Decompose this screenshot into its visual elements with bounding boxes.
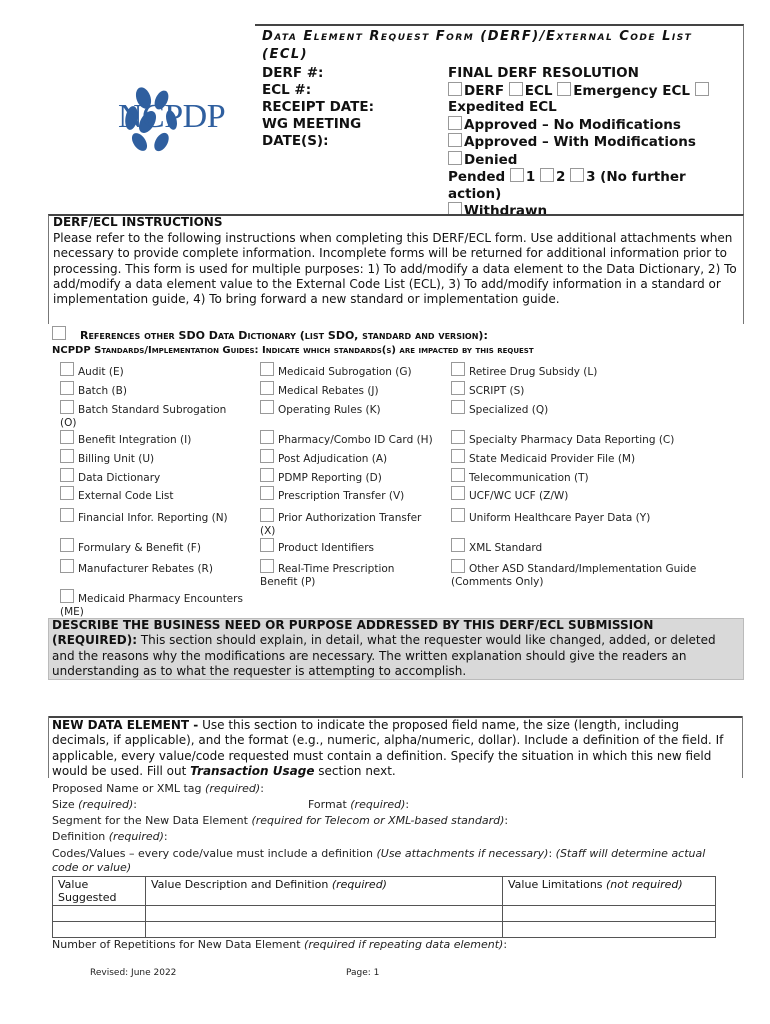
derf-checkbox[interactable] (448, 82, 462, 96)
new-data-element-title: NEW DATA ELEMENT - (52, 718, 199, 732)
purpose-section (52, 618, 740, 679)
expedited-ecl-checkbox[interactable] (695, 82, 709, 96)
pended-2-checkbox[interactable] (540, 168, 554, 182)
standard-checkbox[interactable] (60, 430, 74, 444)
value-table (52, 876, 716, 938)
standard-checkbox[interactable] (60, 362, 74, 376)
standard-checkbox[interactable] (60, 468, 74, 482)
sdo-reference (52, 326, 488, 342)
standard-item[interactable]: Uniform Healthcare Payer Data (Y) (451, 508, 731, 525)
standard-item[interactable]: State Medicaid Provider File (M) (451, 449, 731, 466)
denied-checkbox[interactable] (448, 151, 462, 165)
sdo-reference-label: References other SDO Data Dictionary (list SDO, standard and version): (80, 329, 488, 342)
standard-checkbox[interactable] (451, 400, 465, 414)
pended-action-label: action) (448, 185, 502, 202)
standard-item[interactable]: Medicaid Pharmacy Encounters (ME) (60, 589, 250, 619)
ncpdp-logo-text: NCPDP (118, 98, 226, 135)
emergency-ecl-checkbox[interactable] (557, 82, 571, 96)
standard-checkbox[interactable] (60, 400, 74, 414)
size-field[interactable]: Size (required): (52, 798, 137, 811)
value-suggested-header: Value Suggested (53, 877, 146, 906)
purpose-title: DESCRIBE THE BUSINESS NEED OR PURPOSE ADDRESSED BY THIS DERF/ECL SUBMISSION (REQUIRED): (52, 618, 654, 648)
wg-meeting-label: WG MEETING (262, 116, 362, 132)
meeting-dates-label: DATE(S): (262, 133, 329, 149)
standard-item[interactable]: Medicaid Subrogation (G) (260, 362, 440, 379)
standard-checkbox[interactable] (60, 508, 74, 522)
standard-item[interactable]: Other ASD Standard/Implementation Guide (Comments Only) (451, 559, 711, 589)
standard-item[interactable]: XML Standard (451, 538, 721, 555)
standard-checkbox[interactable] (60, 589, 74, 603)
standards-heading: NCPDP Standards/Implementation Guides: Indicate which standards(s) are impacted by this request (52, 345, 534, 356)
pended-3-checkbox[interactable] (570, 168, 584, 182)
standard-item[interactable]: Operating Rules (K) (260, 400, 440, 417)
standard-item[interactable]: Prescription Transfer (V) (260, 486, 440, 503)
standard-item[interactable]: Batch Standard Subrogation (O) (60, 400, 240, 430)
standard-item[interactable]: Retiree Drug Subsidy (L) (451, 362, 721, 379)
standard-item[interactable]: Prior Authorization Transfer (X) (260, 508, 435, 538)
resolution-title: FINAL DERF RESOLUTION (448, 65, 639, 81)
codes-values-field: Codes/Values – every code/value must include a definition (Use attachments if necessary): (Staff will determine actual code or value) (52, 847, 706, 874)
standard-item[interactable]: PDMP Reporting (D) (260, 468, 440, 485)
receipt-date-label: RECEIPT DATE: (262, 99, 375, 115)
table-row[interactable] (53, 922, 716, 938)
standard-item[interactable]: Audit (E) (60, 362, 250, 379)
standard-checkbox[interactable] (451, 486, 465, 500)
pended-2-label: 2 (555, 169, 566, 185)
pended-label: Pended (448, 169, 506, 185)
standard-item[interactable]: Financial Infor. Reporting (N) (60, 508, 250, 525)
standard-checkbox[interactable] (60, 449, 74, 463)
standard-item[interactable]: Medical Rebates (J) (260, 381, 440, 398)
standard-checkbox[interactable] (260, 381, 274, 395)
standard-checkbox[interactable] (260, 400, 274, 414)
emergency-ecl-label: Emergency ECL (573, 82, 690, 99)
approved-no-mod-checkbox[interactable] (448, 116, 462, 130)
standard-checkbox[interactable] (60, 381, 74, 395)
form-title: Data Element Request Form (DERF)/External Code List (ECL) (262, 29, 693, 62)
standard-item[interactable]: Batch (B) (60, 381, 250, 398)
proposed-name-field[interactable]: Proposed Name or XML tag (required): (52, 782, 264, 795)
pended-3-label: 3 (No further (586, 169, 686, 185)
standard-checkbox[interactable] (451, 430, 465, 444)
repetitions-field[interactable]: Number of Repetitions for New Data Element (required if repeating data element): (52, 938, 508, 951)
standard-item[interactable]: Telecommunication (T) (451, 468, 721, 485)
final-resolution (448, 65, 711, 220)
standard-checkbox[interactable] (260, 486, 274, 500)
standard-item[interactable]: Benefit Integration (I) (60, 430, 250, 447)
standard-item[interactable]: Pharmacy/Combo ID Card (H) (260, 430, 442, 447)
format-field[interactable]: Format (required): (308, 798, 410, 811)
standard-checkbox[interactable] (260, 559, 274, 573)
derf-number-label: DERF #: (262, 65, 324, 81)
standard-checkbox[interactable] (451, 538, 465, 552)
standard-checkbox[interactable] (451, 449, 465, 463)
approved-with-mod-label: Approved – With Modifications (464, 134, 696, 150)
instructions-title: DERF/ECL INSTRUCTIONS (53, 215, 223, 229)
value-description-header: Value Description and Definition (required) (146, 877, 503, 906)
approved-no-mod-label: Approved – No Modifications (464, 116, 681, 133)
new-data-element-text: Use this section to indicate the proposed field name, the size (length, including decimals, if applicable), and the format (e.g., numeric, alpha/numeric, dollar). Include a definition of the field. If applicable, every value/code requested must contain a definition. Specify the situation in which this new field would be used. Fill out (52, 718, 724, 778)
ecl-checkbox[interactable] (509, 82, 523, 96)
transaction-usage-label: Transaction Usage (190, 763, 315, 778)
standard-item[interactable]: Billing Unit (U) (60, 449, 250, 466)
standard-checkbox[interactable] (260, 508, 274, 522)
standard-item[interactable]: Formulary & Benefit (F) (60, 538, 250, 555)
standard-checkbox[interactable] (451, 508, 465, 522)
header-fields (262, 65, 374, 150)
instructions-text: Please refer to the following instructions when completing this DERF/ECL form. Use additional attachments when necessary to provide complete information. Incomplete forms will be returned for additional information prior to processing. This form is used for multiple purposes: 1) To add/modify a data element to the Data Dictionary, 2) To add/modify a data element value to the External Code List (ECL), 3) To add/modify information in a standard or implementation guide, 4) To bring forward a new standard or implementation guide. (53, 231, 737, 307)
standard-item[interactable]: Real-Time Prescription Benefit (P) (260, 559, 430, 589)
standard-checkbox[interactable] (451, 468, 465, 482)
derf-label: DERF (464, 82, 505, 99)
purpose-text: This section should explain, in detail, what the requester would like changed, added, or deleted and the reasons why the modifications are necessary. The written explanation should give the readers an understanding as to what the requester is attempting to accomplish. (52, 633, 716, 678)
new-data-element-border-right (742, 716, 743, 778)
standard-item[interactable]: UCF/WC UCF (Z/W) (451, 486, 721, 503)
table-row[interactable] (53, 906, 716, 922)
segment-field[interactable]: Segment for the New Data Element (required for Telecom or XML-based standard): (52, 814, 509, 827)
page-number: Page: 1 (346, 968, 380, 978)
standard-item[interactable]: External Code List (60, 486, 250, 503)
new-data-element-section (52, 718, 740, 779)
ecl-number-label: ECL #: (262, 82, 312, 98)
expedited-ecl-label: Expedited ECL (448, 99, 557, 115)
value-limitations-header: Value Limitations (not required) (503, 877, 716, 906)
pended-1-checkbox[interactable] (510, 168, 524, 182)
ecl-label: ECL (524, 82, 553, 99)
standard-checkbox[interactable] (260, 430, 274, 444)
standard-item[interactable]: Specialty Pharmacy Data Reporting (C) (451, 430, 731, 447)
denied-label: Denied (464, 151, 518, 168)
approved-with-mod-checkbox[interactable] (448, 133, 462, 147)
standard-checkbox[interactable] (260, 362, 274, 376)
standard-checkbox[interactable] (60, 486, 74, 500)
standard-checkbox[interactable] (451, 381, 465, 395)
standard-item[interactable]: Data Dictionary (60, 468, 250, 485)
standard-item[interactable]: Specialized (Q) (451, 400, 721, 417)
sdo-reference-checkbox[interactable] (52, 326, 66, 340)
standard-checkbox[interactable] (60, 559, 74, 573)
withdrawn-label: Withdrawn (464, 203, 548, 219)
standard-checkbox[interactable] (260, 538, 274, 552)
standard-checkbox[interactable] (60, 538, 74, 552)
new-data-element-border-left (48, 716, 49, 778)
revised-date: Revised: June 2022 (90, 968, 177, 978)
standard-item[interactable]: Post Adjudication (A) (260, 449, 440, 466)
standard-item[interactable]: Manufacturer Rebates (R) (60, 559, 250, 576)
value-table-header (53, 877, 716, 906)
standard-checkbox[interactable] (260, 449, 274, 463)
standard-checkbox[interactable] (451, 362, 465, 376)
standard-item[interactable]: Product Identifiers (260, 538, 440, 555)
standard-checkbox[interactable] (451, 559, 465, 573)
new-data-element-text-end: section next. (318, 763, 396, 778)
pended-1-label: 1 (525, 169, 536, 185)
standard-item[interactable]: SCRIPT (S) (451, 381, 721, 398)
standard-checkbox[interactable] (260, 468, 274, 482)
definition-field[interactable]: Definition (required): (52, 830, 168, 843)
